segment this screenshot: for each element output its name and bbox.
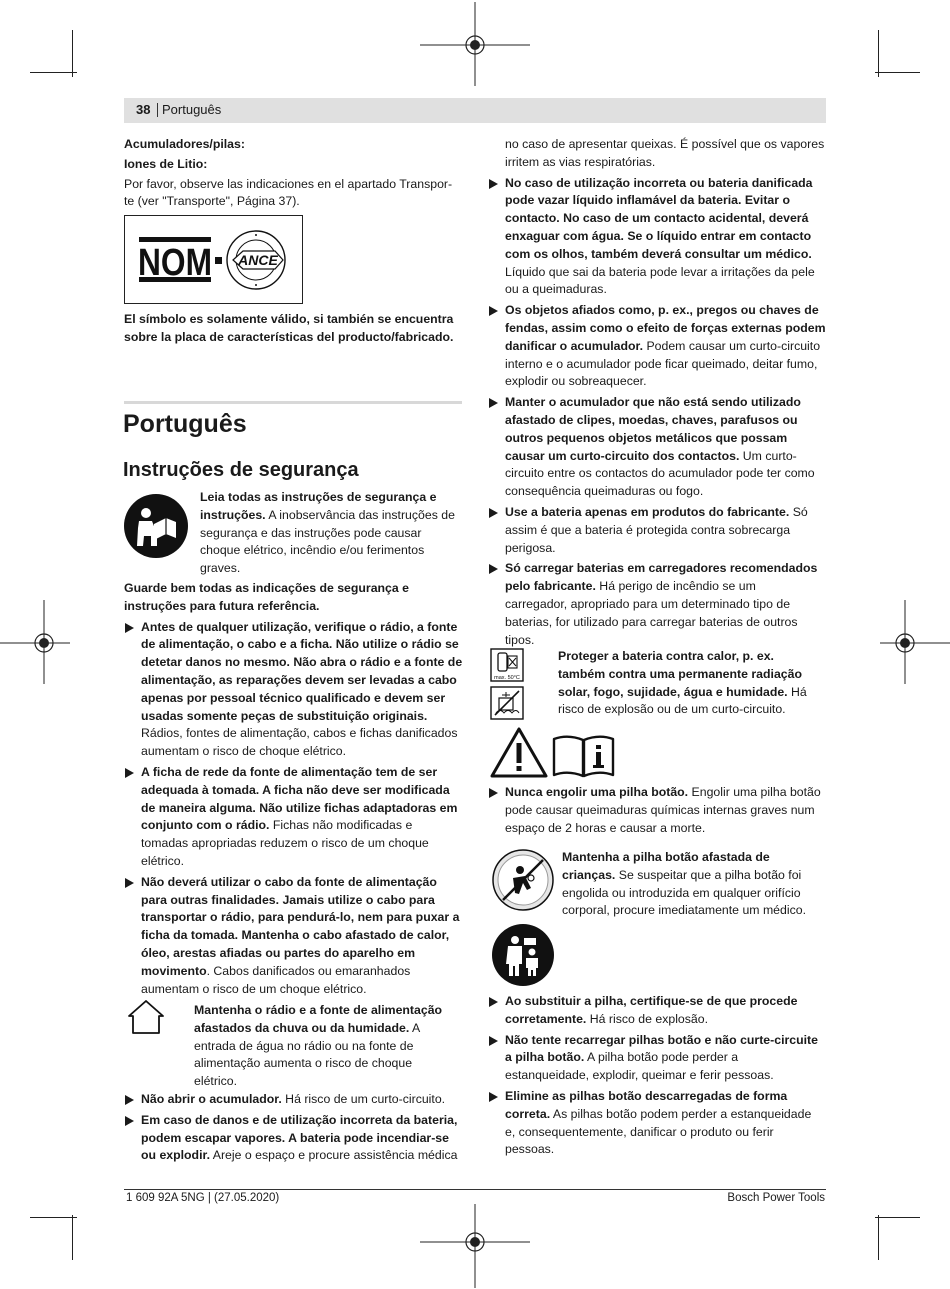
section-title: Instruções de segurança: [123, 459, 359, 481]
coin-line: Mantenha a pilha botão afastada de: [562, 850, 770, 864]
keep-instructions-line: Guarde bem todas as indicações de segurança e: [124, 581, 409, 595]
coin-line: Se suspeitar que a pilha botão foi: [615, 867, 802, 882]
indoor-use-house-icon: [126, 999, 166, 1035]
nom-ance-logo-icon: [125, 216, 302, 303]
item-line: de maneira alguma. Não utilize fichas adaptadoras em: [141, 800, 458, 815]
item-line: ficha da tomada. Mantenha o cabo afastado de calor,: [141, 928, 450, 943]
bullet-triangle-icon: [125, 1095, 134, 1105]
section-divider: [124, 401, 462, 404]
keep-away-from-children-icon: [491, 848, 555, 912]
rain-line: elétrico.: [194, 1074, 238, 1089]
language-title: Português: [123, 410, 247, 438]
left-instructions: [124, 580, 469, 998]
footer-doc-id: 1 609 92A 5NG | (27.05.2020): [126, 1192, 280, 1204]
item-line: fendas, assim como o efeito de forças externas podem: [505, 320, 826, 335]
item-line: interno e o acumulador pode ficar queimado, deitar fumo,: [505, 356, 818, 371]
item-line: Nunca engolir uma pilha botão.: [505, 785, 689, 799]
read-instr-line: instruções.: [200, 507, 266, 522]
item-line: carregador, apropriado para um determinado tipo de: [505, 596, 791, 611]
item-line: Não tente recarregar pilhas botão e não curte-circuite: [505, 1032, 818, 1047]
rain-line: A: [409, 1020, 421, 1035]
transport-note-line: te (ver "Transporte", Página 37).: [124, 194, 300, 209]
item-line: Há perigo de incêndio se um: [595, 579, 756, 594]
registration-mark-icon: [420, 1204, 530, 1288]
rain-line: Mantenha o rádio e a fonte de alimentação: [194, 1003, 443, 1017]
list-item: [124, 874, 469, 999]
item-line: irritem as vias respiratórias.: [505, 154, 656, 169]
item-line: Antes de qualquer utilização, verifique o rádio, a fonte: [141, 619, 458, 634]
item-line: no caso de apresentar queixas. É possível que os vapores: [505, 137, 825, 151]
item-line: Podem causar um curto-circuito: [643, 338, 821, 353]
item-line: outros pequenos objetos metálicos que possam: [505, 430, 788, 445]
page-header: [124, 98, 826, 123]
read-instructions-text: [200, 489, 470, 578]
bullet-triangle-icon: [489, 1092, 498, 1102]
list-item: [488, 1032, 833, 1085]
list-item: [488, 784, 833, 837]
header-language: Português: [162, 102, 222, 117]
heat-line: Há: [787, 684, 807, 699]
item-line: movimento: [141, 963, 207, 978]
item-line: corretamente.: [505, 1011, 587, 1026]
footer-brand: Bosch Power Tools: [727, 1192, 825, 1204]
item-line: elétrico.: [141, 853, 185, 868]
header-divider: [157, 103, 158, 117]
symbol-note-line: sobre la placa de características del producto/fabricado.: [124, 329, 454, 344]
item-line: Fichas não modificadas e: [269, 818, 413, 833]
continued-text: [488, 136, 833, 172]
read-instr-line: choque elétrico, incêndio e/ou ferimentos: [200, 543, 425, 558]
read-manual-icon: [124, 494, 188, 558]
item-line: transportar o rádio, para pendurá-lo, nem para puxar a: [141, 910, 460, 925]
crop-mark: [878, 1215, 879, 1260]
coin-line: corporal, procure imediatamente um médico.: [562, 903, 806, 918]
bullet-triangle-icon: [489, 564, 498, 574]
heat-line: Proteger a bateria contra calor, p. ex.: [558, 649, 774, 663]
read-instr-line: Leia todas as instruções de segurança e: [200, 490, 437, 504]
item-line: Manter o acumulador que não está sendo utilizado: [505, 395, 801, 410]
footer-divider: [124, 1189, 826, 1190]
read-instr-line: graves.: [200, 561, 241, 576]
item-line: apenas por pessoal técnico qualificado e devem ser: [141, 690, 446, 705]
item-line: explodir ou sobreaquecer.: [505, 374, 647, 389]
crop-mark: [875, 1217, 920, 1218]
heat-warning-text: [558, 648, 833, 719]
warning-triangle-icon: [489, 726, 549, 779]
child-swallowing-battery-icon: [492, 924, 554, 986]
crop-mark: [30, 1217, 77, 1218]
item-line: Use a bateria apenas em produtos do fabricante.: [505, 504, 790, 519]
item-line: Engolir uma pilha botão: [688, 785, 821, 799]
list-item: [488, 394, 833, 501]
item-line: aumentam o risco de choque elétrico.: [141, 744, 347, 759]
item-line: No caso de utilização incorreta ou bateria danificada: [505, 175, 813, 190]
crop-mark: [30, 72, 77, 73]
item-line: espaço de 2 horas e causar a morte.: [505, 820, 706, 835]
item-line: Os objetos afiados como, p. ex., pregos ou chaves de: [505, 303, 819, 318]
lithium-heading: Iones de Litio:: [124, 156, 208, 171]
item-line: Não abrir o acumulador.: [141, 1092, 282, 1106]
item-line: estanqueidade, explodir, queimar e ferir pessoas.: [505, 1068, 774, 1083]
item-line: Um curto-: [739, 448, 797, 463]
item-line: com os olhos, também deverá consultar um médico.: [505, 246, 812, 261]
item-line: circuito entre os contactos do acumulador pode ter como: [505, 466, 815, 481]
item-line: contacto. No caso de um contacto acidental, deverá: [505, 211, 809, 226]
max-temperature-icon: [490, 648, 524, 682]
list-item: [488, 175, 833, 300]
item-line: adequada à tomada. A ficha não deve ser modificada: [141, 782, 450, 797]
item-line: Rádios, fontes de alimentação, cabos e fichas danificados: [141, 726, 458, 741]
bullet-triangle-icon: [489, 179, 498, 189]
right-instructions-top: [488, 136, 833, 649]
bullet-triangle-icon: [489, 508, 498, 518]
item-line: A pilha botão pode perder a: [584, 1050, 739, 1065]
item-line: ou explodir.: [141, 1148, 211, 1163]
item-line: detetar danos no mesmo. Não abra o rádio e a fonte de: [141, 655, 463, 670]
item-line: Ao substituir a pilha, certifique-se de que procede: [505, 994, 798, 1008]
item-line: Há risco de explosão.: [586, 1011, 709, 1026]
bullet-triangle-icon: [489, 997, 498, 1007]
bullet-triangle-icon: [125, 768, 134, 778]
rain-line: entrada de água no rádio ou na fonte de: [194, 1038, 414, 1053]
list-item: [124, 1112, 469, 1165]
item-line: tomadas apropriadas reduzem o risco de um choque: [141, 836, 429, 851]
item-line: perigosa.: [505, 540, 556, 555]
crop-mark: [72, 30, 73, 77]
item-line: causar um curto-circuito dos contactos.: [505, 448, 740, 463]
heat-line: solar, fogo, sujidade, água e humidade.: [558, 684, 788, 699]
coin-battery-warning-text: [562, 849, 832, 920]
item-line: óleo, arestas afiadas ou partes do aparelho em: [141, 945, 416, 960]
item-line: baterias, for utilizado para carregar baterias de outros: [505, 614, 798, 629]
bullet-triangle-icon: [125, 878, 134, 888]
list-item: [124, 1091, 469, 1109]
registration-mark-icon: [0, 600, 70, 684]
list-item: [124, 764, 469, 871]
no-fire-water-dirt-icon: [490, 686, 524, 720]
crop-mark: [878, 30, 879, 77]
item-line: As pilhas botão podem perder a estanqueidade: [550, 1106, 812, 1121]
bullet-triangle-icon: [489, 398, 498, 408]
batteries-heading: Acumuladores/pilas:: [124, 137, 245, 151]
list-item: [488, 504, 833, 557]
item-line: para outras finalidades. Jamais utilize o cabo para: [141, 892, 435, 907]
nom-text: NOM: [138, 242, 212, 284]
item-line: aumentam o risco de um choque elétrico.: [141, 981, 367, 996]
list-item: [488, 560, 833, 649]
rain-line: afastados da chuva ou da humidade.: [194, 1020, 410, 1035]
item-line: Elimine as pilhas botão descarregadas de forma: [505, 1088, 788, 1103]
item-line: Há risco de um curto-circuito.: [281, 1092, 446, 1106]
crop-mark: [875, 72, 920, 73]
rain-warning-text: [194, 1002, 469, 1091]
read-instr-line: A inobservância das instruções de: [265, 507, 455, 522]
item-line: consequência queimaduras ou fogo.: [505, 484, 704, 499]
bullet-triangle-icon: [489, 1036, 498, 1046]
item-line: tipos.: [505, 632, 535, 647]
read-manual-book-icon: [552, 733, 615, 778]
item-line: pode vazar líquido inflamável da bateria. Evitar o: [505, 193, 790, 208]
right-instructions-middle: [488, 784, 833, 837]
item-line: pessoas.: [505, 1142, 555, 1157]
list-item: [488, 1088, 833, 1159]
keep-instructions-line: instruções para futura referência.: [124, 598, 320, 613]
item-line: de alimentação, o cabo e a ficha. Não utilize o rádio se: [141, 637, 459, 652]
item-line: correta.: [505, 1106, 551, 1121]
registration-mark-icon: [420, 2, 530, 86]
item-line: conjunto com o rádio.: [141, 818, 270, 833]
list-item: [488, 302, 833, 391]
item-line: alimentação, as reparações devem ser levadas a cabo: [141, 672, 457, 687]
max-temp-label: max. 50°C: [494, 675, 520, 681]
item-line: afastado de clipes, moedas, chaves, parafusos ou: [505, 412, 798, 427]
list-item: [124, 619, 469, 761]
bullet-triangle-icon: [489, 788, 498, 798]
item-line: e, consequentemente, danificar o produto ou ferir: [505, 1124, 774, 1139]
item-line: enxaguar com água. Se o líquido entrar em contacto: [505, 228, 812, 243]
nom-certification-logo: [124, 215, 303, 304]
item-line: Não deverá utilizar o cabo da fonte de alimentação: [141, 874, 437, 889]
left-top-block: [124, 136, 469, 211]
item-line: pelo fabricante.: [505, 579, 596, 594]
item-line: usadas somente peças de substituição originais.: [141, 708, 428, 723]
item-line: danificar o acumulador.: [505, 338, 644, 353]
list-item: [488, 993, 833, 1029]
item-line: Areje o espaço e procure assistência médica: [210, 1148, 458, 1163]
item-line: a pilha botão.: [505, 1050, 585, 1065]
item-line: pode causar queimaduras químicas internas graves num: [505, 802, 815, 817]
bullet-triangle-icon: [125, 1116, 134, 1126]
read-instr-line: segurança e das instruções pode causar: [200, 525, 422, 540]
item-line: ou a queimaduras.: [505, 282, 607, 297]
item-line: podem escapar vapores. A bateria pode incendiar-se: [141, 1130, 449, 1145]
transport-note-line: Por favor, observe las indicaciones en el apartado Transpor-: [124, 176, 453, 191]
item-line: A ficha de rede da fonte de alimentação tem de ser: [141, 764, 438, 779]
bullet-triangle-icon: [125, 623, 134, 633]
left-bottom-instructions: [124, 1091, 469, 1165]
coin-line: engolida ou introduzida em qualquer orifício: [562, 885, 801, 900]
ance-text: ANCE: [238, 252, 278, 268]
right-instructions-bottom: [488, 993, 833, 1159]
registration-mark-icon: [880, 600, 950, 684]
item-line: Só: [789, 504, 808, 519]
item-line: Líquido que sai da bateria pode levar a irritações da pele: [505, 264, 815, 279]
crop-mark: [72, 1215, 73, 1260]
coin-line: crianças.: [562, 867, 616, 882]
rain-line: alimentação aumenta o risco de choque: [194, 1056, 413, 1071]
symbol-note-line: El símbolo es solamente válido, si también se encuentra: [124, 312, 454, 326]
symbol-note: [124, 311, 469, 347]
item-line: . Cabos danificados ou emaranhados: [206, 963, 411, 978]
heat-line: risco de explosão ou de um curto-circuito.: [558, 702, 786, 717]
item-line: assim é que a bateria é protegida contra sobrecarga: [505, 522, 791, 537]
page-number: 38: [136, 102, 151, 117]
heat-line: também contra uma permanente radiação: [558, 666, 802, 681]
bullet-triangle-icon: [489, 306, 498, 316]
item-line: Só carregar baterias em carregadores recomendados: [505, 561, 818, 576]
item-line: Em caso de danos e de utilização incorreta da bateria,: [141, 1112, 458, 1127]
